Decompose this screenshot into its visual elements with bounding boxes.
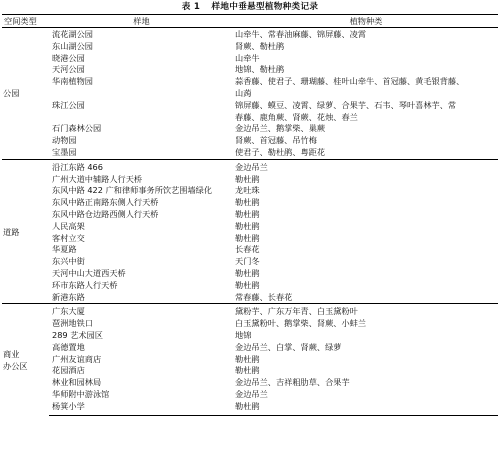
site-cell: 石门森林公园 xyxy=(52,123,102,134)
species-cell: 金边吊兰、白掌、肾蕨、绿萝 xyxy=(235,341,342,352)
species-cell: 勒杜鹃 xyxy=(235,220,260,231)
table-row xyxy=(2,159,498,173)
site-cell: 客村立交 xyxy=(52,232,85,243)
site-cell: 晓港公园 xyxy=(52,52,85,63)
table-row xyxy=(2,268,498,280)
site-cell: 289 艺术园区 xyxy=(52,329,103,340)
space-type-label: 商业 xyxy=(3,348,20,359)
site-cell: 沿江东路 466 xyxy=(49,159,232,173)
plant-species-table xyxy=(2,14,498,416)
table-group xyxy=(2,28,498,160)
table-row xyxy=(2,318,498,330)
species-cell: 地锦 xyxy=(235,329,252,340)
table-number: 表 1 xyxy=(181,2,201,12)
table-row xyxy=(2,135,498,147)
site-cell: 广州友谊商店 xyxy=(52,353,102,364)
table-row xyxy=(2,185,498,197)
table-row xyxy=(2,64,498,76)
site-cell: 高德置地 xyxy=(52,341,85,352)
site-cell: 新港东路 xyxy=(52,291,85,302)
table-row xyxy=(2,377,498,389)
species-line: 山蒟 xyxy=(235,87,252,98)
species-cell: 勒杜鹃 xyxy=(235,208,260,219)
species-cell: 肾蕨、首冠藤、吊竹梅 xyxy=(235,135,317,146)
site-cell: 动物园 xyxy=(52,135,77,146)
space-type-cell xyxy=(2,304,49,415)
table-row xyxy=(2,292,498,304)
table-row xyxy=(2,209,498,221)
species-cell: 龙吐珠 xyxy=(235,185,260,196)
table-caption xyxy=(0,0,500,14)
species-cell: 金边吊兰、吉祥粗肋草、合果芋 xyxy=(235,377,350,388)
species-cell: 勒杜鹃 xyxy=(235,173,260,184)
space-type-label: 办公区 xyxy=(3,360,28,371)
species-cell: 山牵牛 xyxy=(235,52,260,63)
site-cell: 东风中路仓边路西侧人行天桥 xyxy=(52,208,159,219)
species-line: 蒜香藤、使君子、珊瑚藤、桂叶山牵牛、首冠藤、黄毛银背藤、 xyxy=(235,76,465,87)
site-cell: 华师附中游泳馆 xyxy=(52,388,110,399)
species-cell: 勒杜鹃 xyxy=(232,401,498,415)
table-row xyxy=(2,401,498,415)
table-row xyxy=(2,304,498,318)
table-row xyxy=(2,76,498,100)
table-row xyxy=(2,244,498,256)
table-row xyxy=(2,233,498,245)
table-row xyxy=(2,354,498,366)
species-line: 春藤、鹿角蕨、肾蕨、花烛、春兰 xyxy=(235,111,358,122)
table-row xyxy=(2,41,498,53)
species-cell: 勒杜鹃 xyxy=(235,267,260,278)
table-row xyxy=(2,330,498,342)
space-type-label: 公园 xyxy=(3,87,20,98)
species-cell: 黛粉芋、广东万年青、白玉黛粉叶 xyxy=(232,304,498,318)
site-cell: 宝墨园 xyxy=(52,146,77,157)
table-row xyxy=(2,365,498,377)
table-row xyxy=(2,28,498,41)
table-row xyxy=(2,147,498,159)
species-cell: 金边吊兰 xyxy=(235,388,268,399)
species-cell: 勒杜鹃 xyxy=(235,197,260,208)
species-cell: 长春花 xyxy=(235,244,260,255)
table-group xyxy=(2,304,498,415)
species-cell: 肾蕨、勒杜鹃 xyxy=(235,40,285,51)
table-row xyxy=(2,256,498,268)
header-space-type: 空间类型 xyxy=(2,15,49,28)
space-type-label: 道路 xyxy=(3,226,20,237)
space-type-cell xyxy=(2,159,49,304)
site-cell: 华夏路 xyxy=(52,244,77,255)
site-cell: 天河中山大道西天桥 xyxy=(52,267,126,278)
species-cell xyxy=(232,100,498,124)
species-cell: 金边吊兰 xyxy=(232,159,498,173)
site-cell: 流花湖公园 xyxy=(52,29,93,39)
table-row xyxy=(2,123,498,135)
site-cell: 琶洲地铁口 xyxy=(52,318,93,329)
table-title: 样地中垂悬型植物种类记录 xyxy=(211,2,319,12)
species-cell: 山牵牛、常春油麻藤、锦屏藤、凌霄 xyxy=(235,29,367,39)
site-cell: 东兴中街 xyxy=(52,256,85,267)
site-cell: 林业和园林局 xyxy=(52,377,102,388)
table-group xyxy=(2,159,498,304)
species-cell: 勒杜鹃 xyxy=(235,365,260,376)
site-cell: 广东大厦 xyxy=(49,304,232,318)
table-row xyxy=(2,53,498,65)
site-cell: 东风中路 422 广和律师事务所饮艺围墙绿化 xyxy=(52,185,213,196)
site-cell: 广州大道中辅路人行天桥 xyxy=(52,173,143,184)
site-cell: 人民高架 xyxy=(52,220,85,231)
site-cell: 天河公园 xyxy=(52,64,85,75)
species-line: 锦屏藤、蟆豆、凌霄、绿萝、合果芋、石韦、琴叶喜林芋、常 xyxy=(235,99,457,110)
site-cell: 环市东路人行天桥 xyxy=(52,279,118,290)
table-row xyxy=(2,174,498,186)
table-row xyxy=(2,389,498,401)
species-cell: 勒杜鹃 xyxy=(235,353,260,364)
site-cell: 杨箕小学 xyxy=(49,401,232,415)
species-cell: 白玉黛粉叶、鹅掌柴、肾蕨、小蚌兰 xyxy=(235,318,367,329)
header-species: 植物种类 xyxy=(232,15,498,28)
species-cell: 地锦、勒杜鹃 xyxy=(235,64,285,75)
species-cell: 常春藤、长春花 xyxy=(235,291,293,302)
species-cell: 勒杜鹃 xyxy=(235,279,260,290)
table-row xyxy=(2,221,498,233)
species-cell: 天门冬 xyxy=(235,256,260,267)
header-site: 样地 xyxy=(49,15,232,28)
table-row xyxy=(2,197,498,209)
species-cell: 使君子、勒杜鹃、粤距花 xyxy=(235,146,326,157)
table-row xyxy=(2,280,498,292)
site-cell: 珠江公园 xyxy=(52,99,85,110)
site-cell: 华南植物园 xyxy=(52,76,93,87)
site-cell: 东风中路正南路东侧人行天桥 xyxy=(52,197,159,208)
table-row xyxy=(2,100,498,124)
table-row xyxy=(2,342,498,354)
site-cell: 东山湖公园 xyxy=(52,40,93,51)
species-cell xyxy=(232,76,498,100)
space-type-cell xyxy=(2,28,49,160)
species-cell: 金边吊兰、鹅掌柴、巢蕨 xyxy=(235,123,326,134)
site-cell: 花园酒店 xyxy=(52,365,85,376)
species-cell: 勒杜鹃 xyxy=(235,232,260,243)
header-row xyxy=(2,15,498,28)
